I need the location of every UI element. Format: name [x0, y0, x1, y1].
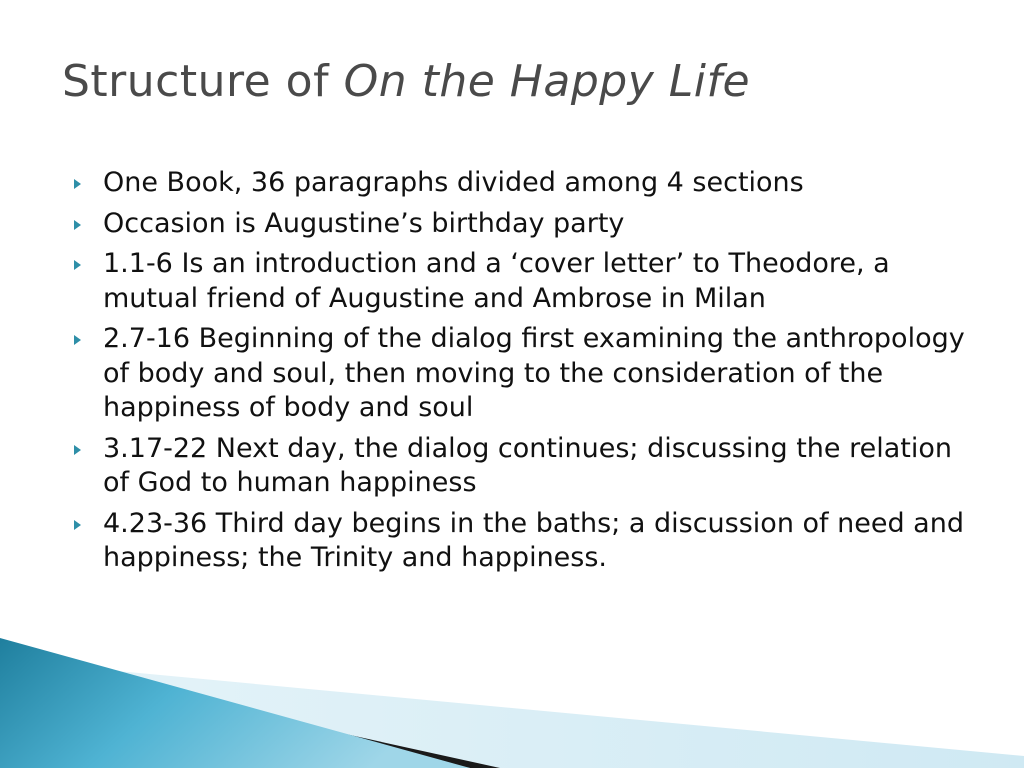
bullet-text: 4.23-36 Third day begins in the baths; a discussion of need and happiness; the Trinity and happiness. — [103, 507, 964, 573]
bullet-item — [74, 247, 974, 316]
bullet-item — [74, 166, 974, 201]
slide-title — [62, 56, 750, 109]
bullet-list — [74, 166, 974, 582]
slide-title-prefix: Structure of — [62, 56, 344, 107]
bullet-item — [74, 432, 974, 501]
bullet-item — [74, 507, 974, 576]
bullet-text: Occasion is Augustine’s birthday party — [103, 207, 625, 239]
bullet-item — [74, 207, 974, 242]
triangle-right-icon — [74, 220, 81, 230]
triangle-right-icon — [74, 260, 81, 270]
triangle-right-icon — [74, 520, 81, 530]
triangle-right-icon — [74, 179, 81, 189]
bullet-text: 1.1-6 Is an introduction and a ‘cover letter’ to Theodore, a mutual friend of Augustine and Ambrose in Milan — [103, 248, 890, 314]
bullet-item — [74, 322, 974, 426]
bullet-text: One Book, 36 paragraphs divided among 4 sections — [103, 167, 804, 198]
bullet-text: 2.7-16 Beginning of the dialog first examining the anthropology of body and soul, then moving to the consideration of the happiness of body and soul — [103, 323, 965, 423]
corner-decoration — [0, 638, 1024, 768]
triangle-right-icon — [74, 445, 81, 455]
triangle-right-icon — [74, 335, 81, 345]
bullet-text: 3.17-22 Next day, the dialog continues; discussing the relation of God to human happiness — [103, 432, 952, 498]
slide-title-italic: On the Happy Life — [343, 56, 751, 107]
